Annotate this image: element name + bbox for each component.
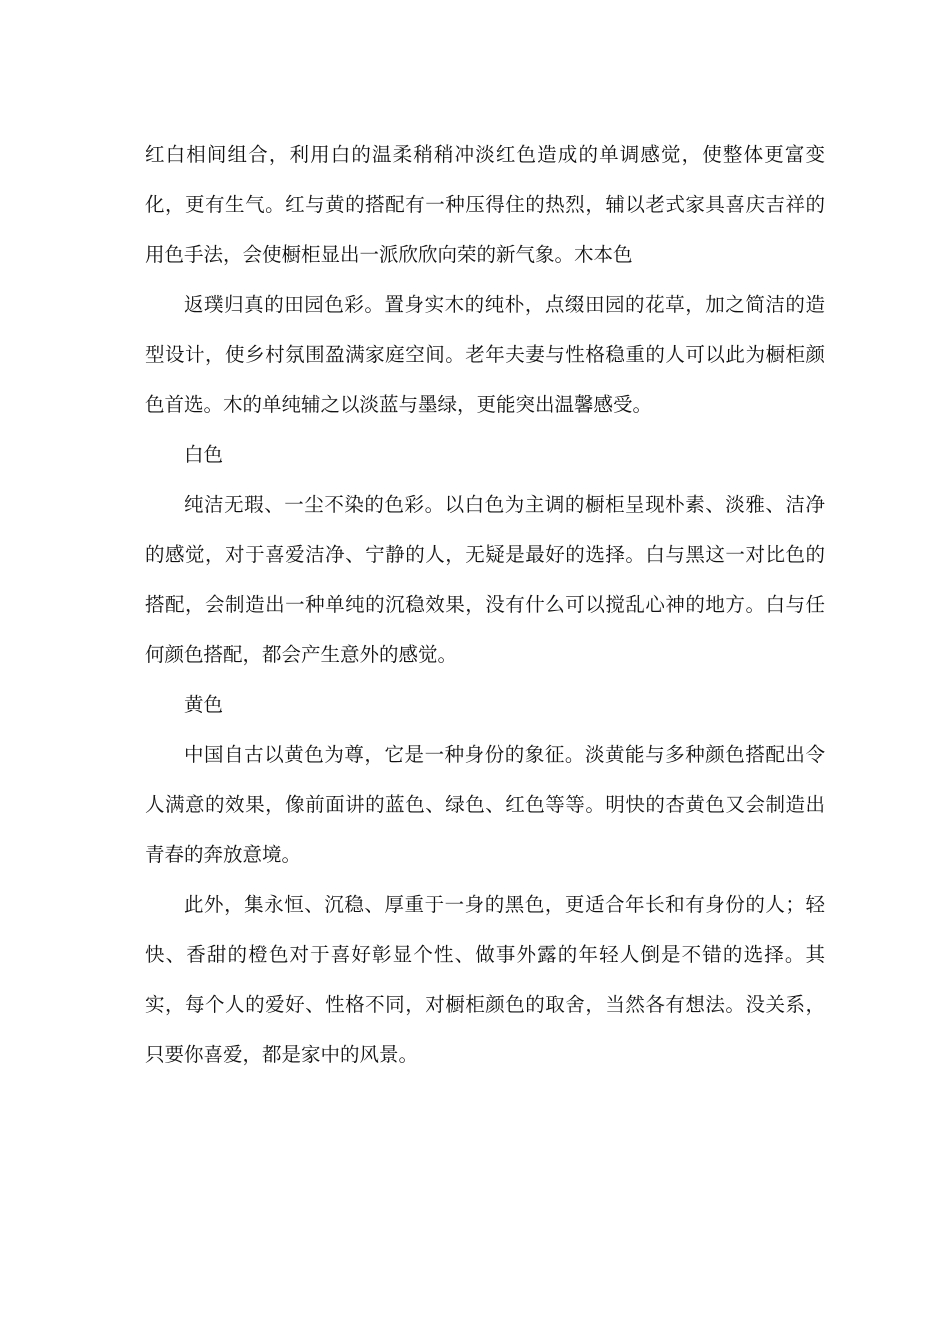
paragraph-others: 此外，集永恒、沉稳、厚重于一身的黑色，更适合年长和有身份的人；轻快、香甜的橙色对于喜好彰显个性、做事外露的年轻人倒是不错的选择。其实，每个人的爱好、性格不同，对橱柜颜色的取舍，当然各有想法。没关系，只要你喜爱，都是家中的风景。 (145, 893, 825, 1066)
paragraph-white: 纯洁无瑕、一尘不染的色彩。以白色为主调的橱柜呈现朴素、淡雅、洁净的感觉，对于喜爱洁净、宁静的人，无疑是最好的选择。白与黑这一对比色的搭配，会制造出一种单纯的沉稳效果，没有什么可以搅乱心神的地方。白与任何颜色搭配，都会产生意外的感觉。 (145, 493, 825, 666)
heading-yellow: 黄色 (184, 693, 224, 716)
heading-white: 白色 (184, 443, 224, 466)
paragraph-wood-color: 返璞归真的田园色彩。置身实木的纯朴，点缀田园的花草，加之简洁的造型设计，使乡村氛围盈满家庭空间。老年夫妻与性格稳重的人可以此为橱柜颜色首选。木的单纯辅之以淡蓝与墨绿，更能突出温馨感受。 (145, 293, 825, 416)
paragraph-red-combination: 红白相间组合，利用白的温柔稍稍冲淡红色造成的单调感觉，使整体更富变化，更有生气。红与黄的搭配有一种压得住的热烈，辅以老式家具喜庆吉祥的用色手法，会使橱柜显出一派欣欣向荣的新气象。木本色 (145, 143, 825, 266)
document-body (145, 130, 825, 1080)
paragraph-yellow: 中国自古以黄色为尊，它是一种身份的象征。淡黄能与多种颜色搭配出令人满意的效果，像前面讲的蓝色、绿色、红色等等。明快的杏黄色又会制造出青春的奔放意境。 (145, 743, 825, 866)
